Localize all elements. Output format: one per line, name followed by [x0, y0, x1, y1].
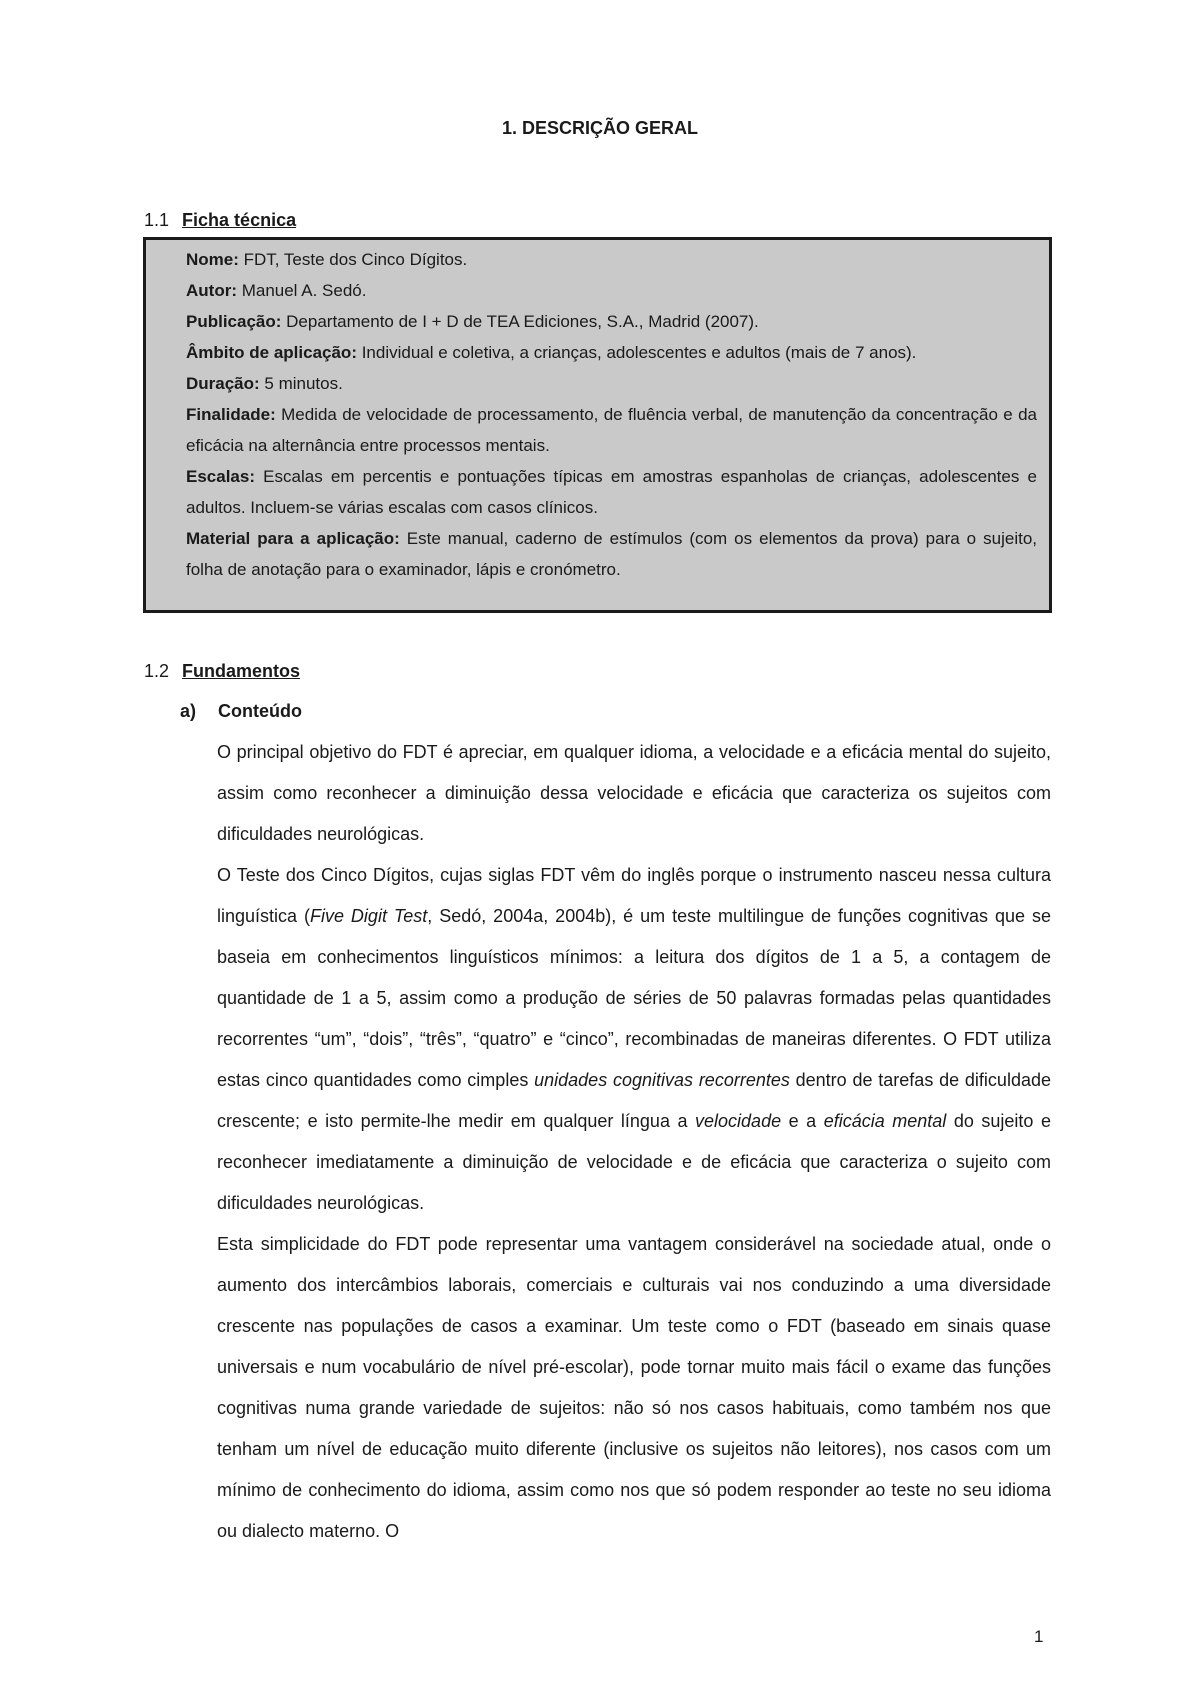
- ficha-ambito: [186, 337, 1037, 368]
- ficha-value: Individual e coletiva, a crianças, adolescentes e adultos (mais de 7 anos).: [356, 343, 917, 362]
- section-title: Fundamentos: [182, 661, 301, 681]
- paragraph-text: do sujeito e reconhecer imediatamente a diminuição de velocidade e de eficácia que caracteriza o sujeito com dificuldades neurológicas.: [217, 1111, 1051, 1213]
- ficha-label: Escalas:: [186, 467, 255, 486]
- ficha-label: Duração:: [186, 374, 260, 393]
- paragraph-text: O Teste dos Cinco Dígitos, cujas siglas FDT vêm do inglês porque o instrumento nasceu nessa cultura linguística (: [217, 865, 1051, 926]
- ficha-label: Autor:: [186, 281, 237, 300]
- ficha-label: Publicação:: [186, 312, 282, 331]
- ficha-value: Departamento de I + D de TEA Ediciones, S.A., Madrid (2007).: [281, 312, 759, 331]
- ficha-value: 5 minutos.: [259, 374, 343, 393]
- paragraph-text: dentro de tarefas de dificuldade crescente; e isto permite-lhe medir em qualquer língua a: [217, 1070, 1051, 1131]
- subsection-title: Conteúdo: [218, 701, 302, 721]
- ficha-value: Escalas em percentis e pontuações típicas em amostras espanholas de crianças, adolescentes e adultos. Incluem-se várias escalas com casos clínicos.: [186, 467, 1037, 517]
- ficha-tecnica-box: [143, 237, 1052, 613]
- paragraph: [217, 855, 1051, 1224]
- section-heading-fundamentos: [144, 661, 300, 682]
- ficha-material: [186, 523, 1037, 585]
- subsection-letter: a): [180, 701, 197, 721]
- ficha-label: Âmbito de aplicação:: [186, 343, 357, 362]
- ficha-nome: [186, 244, 1037, 275]
- ficha-value: Medida de velocidade de processamento, de fluência verbal, de manutenção da concentração e da eficácia na alternância entre processos mentais.: [186, 405, 1037, 455]
- ficha-label: Material para a aplicação:: [186, 529, 400, 548]
- section-number: 1.2: [144, 661, 170, 681]
- paragraph-italic: Five Digit Test: [309, 906, 428, 926]
- conteudo-body: [217, 732, 1051, 1552]
- paragraph-italic: velocidade: [695, 1111, 782, 1131]
- ficha-value: Manuel A. Sedó.: [236, 281, 367, 300]
- paragraph-text: e a: [781, 1111, 824, 1131]
- page-number: 1: [1034, 1627, 1044, 1646]
- page-title: 1. DESCRIÇÃO GERAL: [501, 118, 699, 138]
- ficha-finalidade: [186, 399, 1037, 461]
- section-title: Ficha técnica: [182, 210, 297, 230]
- paragraph-italic: unidades cognitivas recorrentes: [534, 1070, 790, 1090]
- ficha-label: Finalidade:: [186, 405, 276, 424]
- ficha-publicacao: [186, 306, 1037, 337]
- paragraph-italic: eficácia mental: [823, 1111, 947, 1131]
- ficha-duracao: [186, 368, 1037, 399]
- subsection-heading-conteudo: [180, 701, 302, 722]
- ficha-value: Este manual, caderno de estímulos (com os elementos da prova) para o sujeito, folha de anotação para o examinador, lápis e cronómetro.: [186, 529, 1038, 579]
- ficha-value: FDT, Teste dos Cinco Dígitos.: [238, 250, 468, 269]
- ficha-label: Nome:: [186, 250, 239, 269]
- ficha-escalas: [186, 461, 1037, 523]
- section-number: 1.1: [144, 210, 170, 230]
- section-heading-ficha-tecnica: [144, 210, 296, 231]
- ficha-autor: [186, 275, 1037, 306]
- paragraph-text: , Sedó, 2004a, 2004b), é um teste multilingue de funções cognitivas que se baseia em conhecimentos linguísticos mínimos: a leitura dos dígitos de 1 a 5, a contagem de quantidade de 1 a 5, assim como a produção de séries de 50 palavras formadas pelas quantidades recorrentes “um”, “dois”, “três”, “quatro” e “cinco”, recombinadas de maneiras diferentes. O FDT utiliza estas cinco quantidades como cimples: [217, 906, 1051, 1090]
- paragraph: O principal objetivo do FDT é apreciar, em qualquer idioma, a velocidade e a eficácia mental do sujeito, assim como reconhecer a diminuição dessa velocidade e eficácia que caracteriza os sujeitos com dificuldades neurológicas.: [217, 742, 1051, 844]
- paragraph: Esta simplicidade do FDT pode representar uma vantagem considerável na sociedade atual, onde o aumento dos intercâmbios laborais, comerciais e culturais vai nos conduzindo a uma diversidade crescente nas populações de casos a examinar. Um teste como o FDT (baseado em sinais quase universais e num vocabulário de nível pré-escolar), pode tornar muito mais fácil o exame das funções cognitivas numa grande variedade de sujeitos: não só nos casos habituais, como também nos que tenham um nível de educação muito diferente (inclusive os sujeitos não leitores), nos casos com um mínimo de conhecimento do idioma, assim como nos que só podem responder ao teste no seu idioma ou dialecto materno. O: [217, 1234, 1051, 1541]
